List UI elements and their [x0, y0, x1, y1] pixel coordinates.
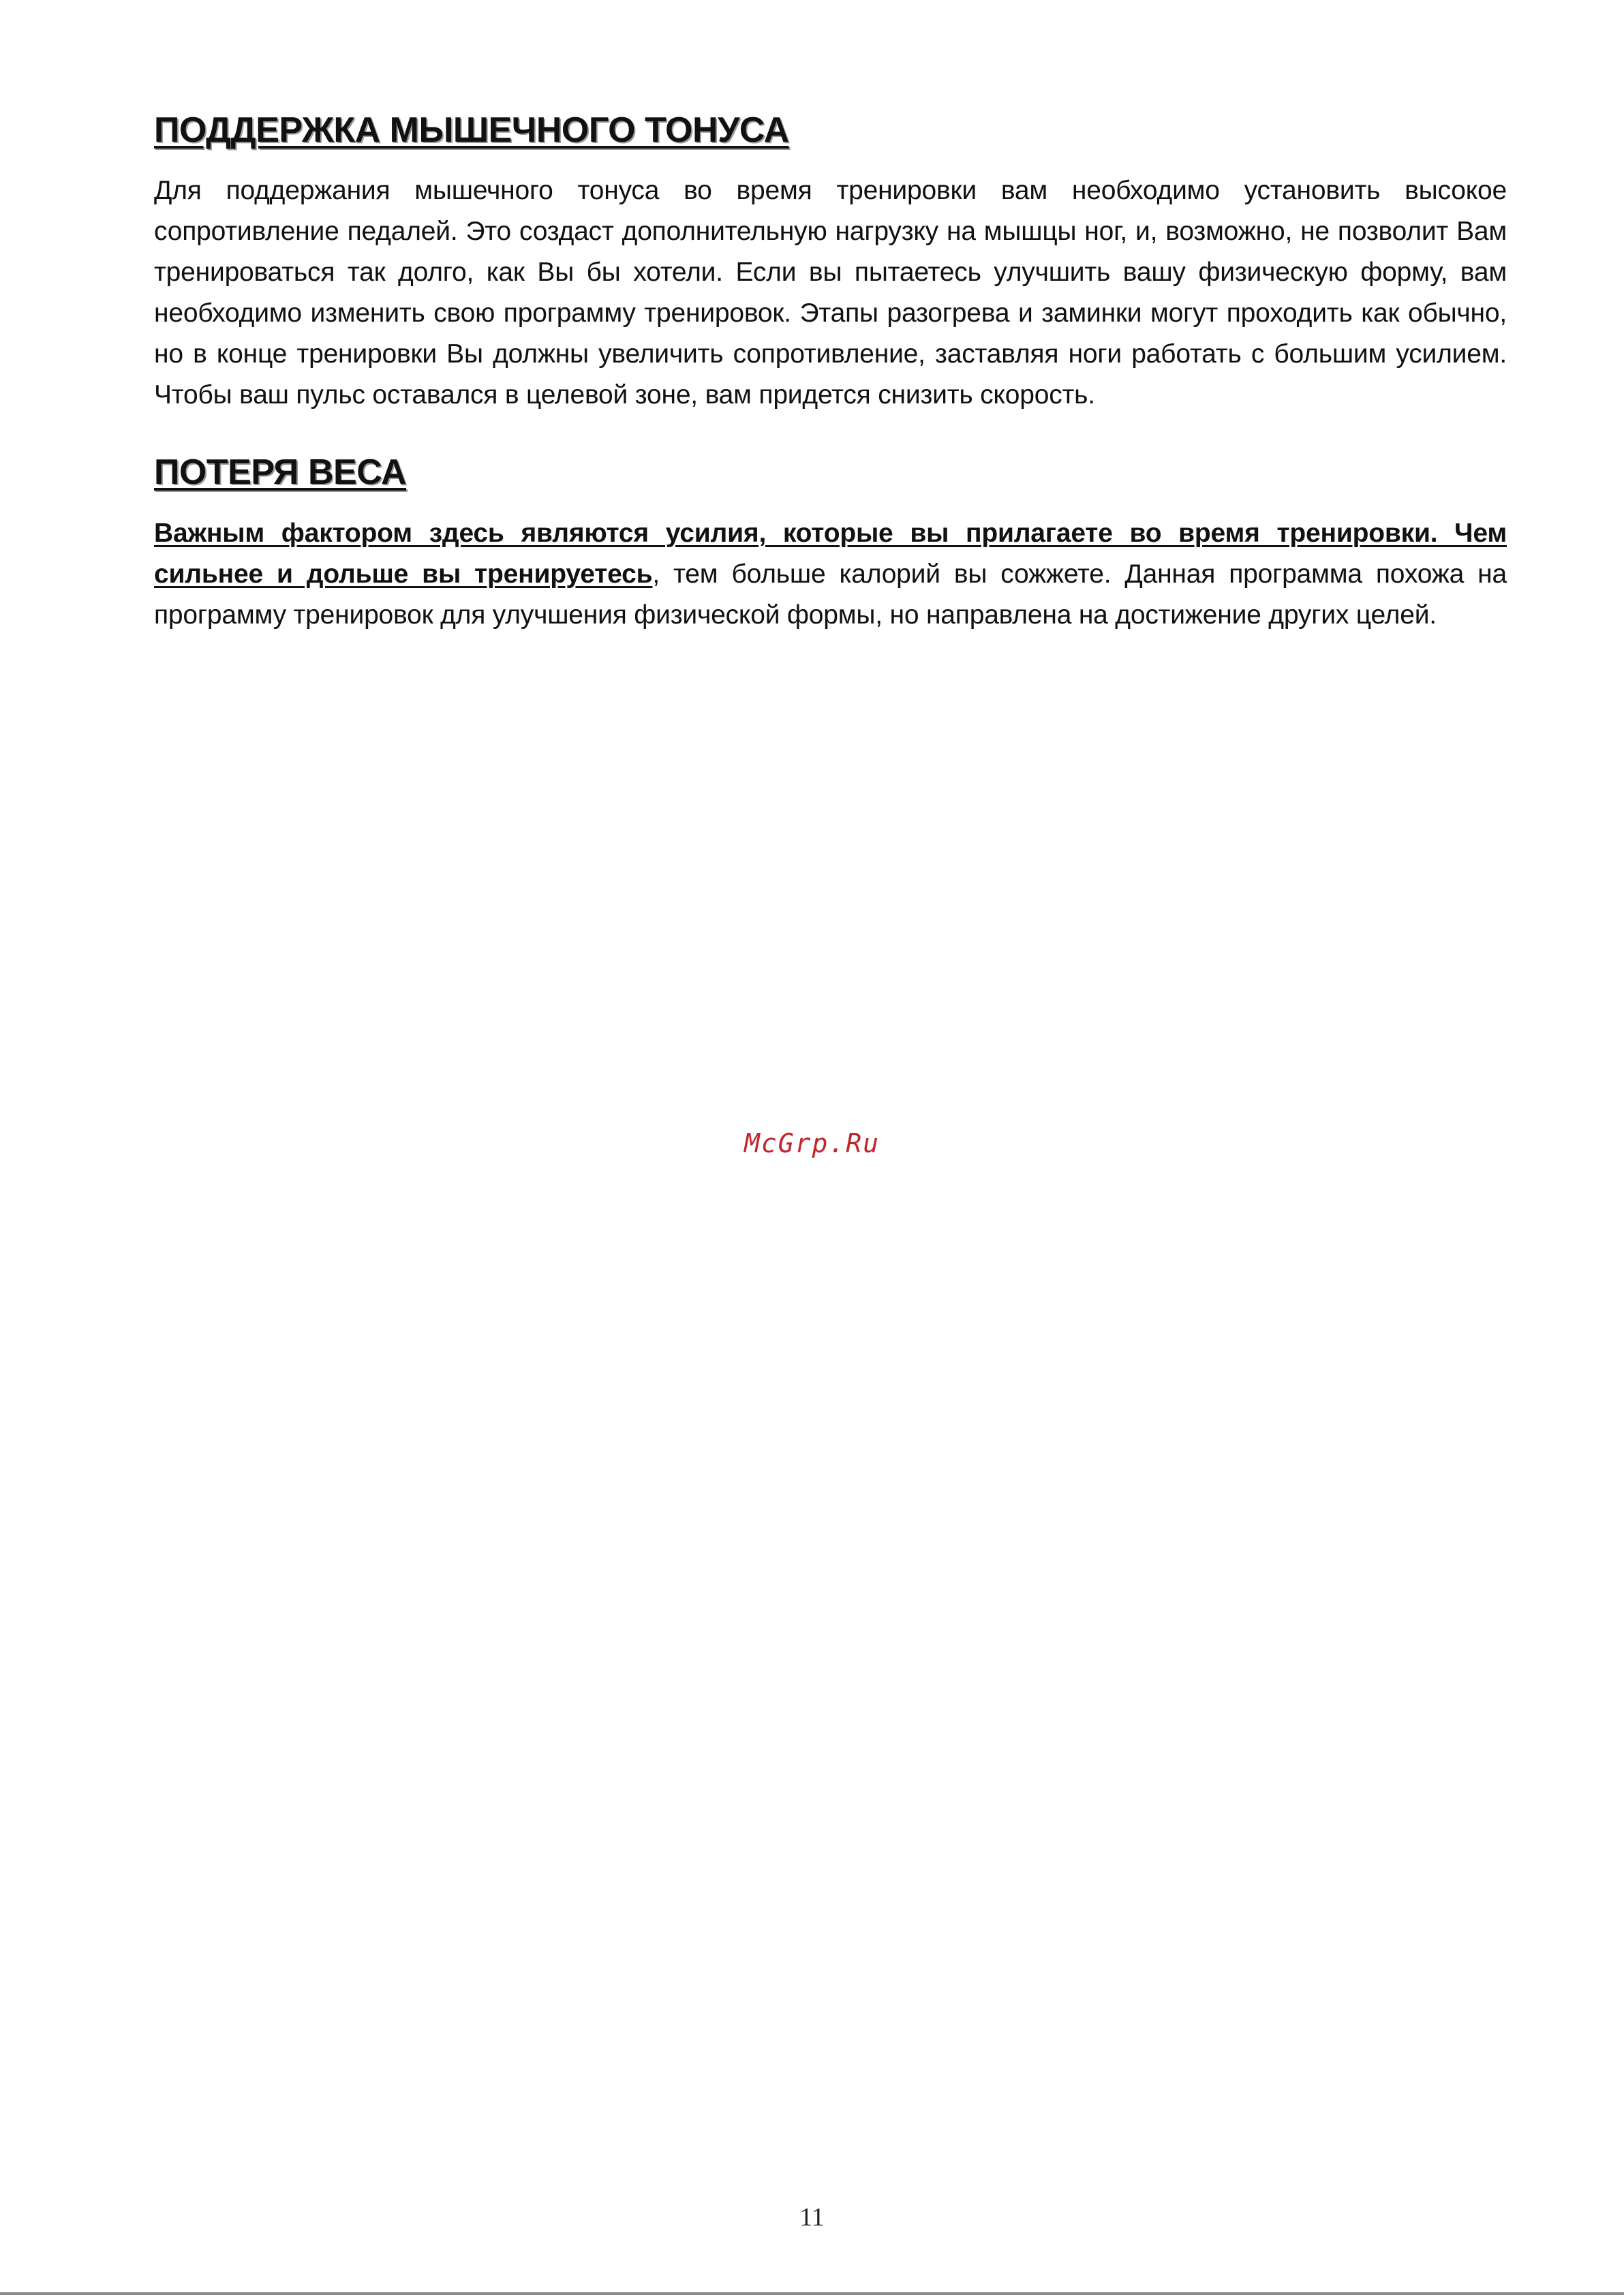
emphasized-text: Важным фактором здесь являются усилия, которые вы прилагаете во время тренировки. Чем сильнее и дольше вы тренируетесь — [154, 518, 1507, 589]
page-bottom-border — [0, 2292, 1624, 2295]
page-number: 11 — [799, 2203, 825, 2232]
document-body — [154, 109, 1507, 636]
section-paragraph-weight-loss — [154, 513, 1507, 636]
section-paragraph-muscle-tone: Для поддержания мышечного тонуса во время тренировки вам необходимо установить высокое сопротивление педалей. Это создаст дополнительную нагрузку на мышцы ног, и, возможно, не позволит Вам тренироваться так долго, как Вы бы хотели. Если вы пытаетесь улучшить вашу физическую форму, вам необходимо изменить свою программу тренировок. Этапы разогрева и заминки могут проходить как обычно, но в конце тренировки Вы должны увеличить сопротивление, заставляя ноги работать с большим усилием. Чтобы ваш пульс оставался в целевой зоне, вам придется снизить скорость. — [154, 176, 1507, 410]
section-heading-weight-loss: ПОТЕРЯ ВЕСА — [154, 452, 407, 493]
section-heading-muscle-tone: ПОДДЕРЖКА МЫШЕЧНОГО ТОНУСА — [154, 110, 789, 150]
paragraph-text: , тем больше калорий вы сожжете. Данная программа похожа на программу тренировок для улучшения физической формы, но направлена на достижение других целей. — [154, 559, 1507, 630]
watermark-text: McGrp.Ru — [744, 1128, 880, 1158]
